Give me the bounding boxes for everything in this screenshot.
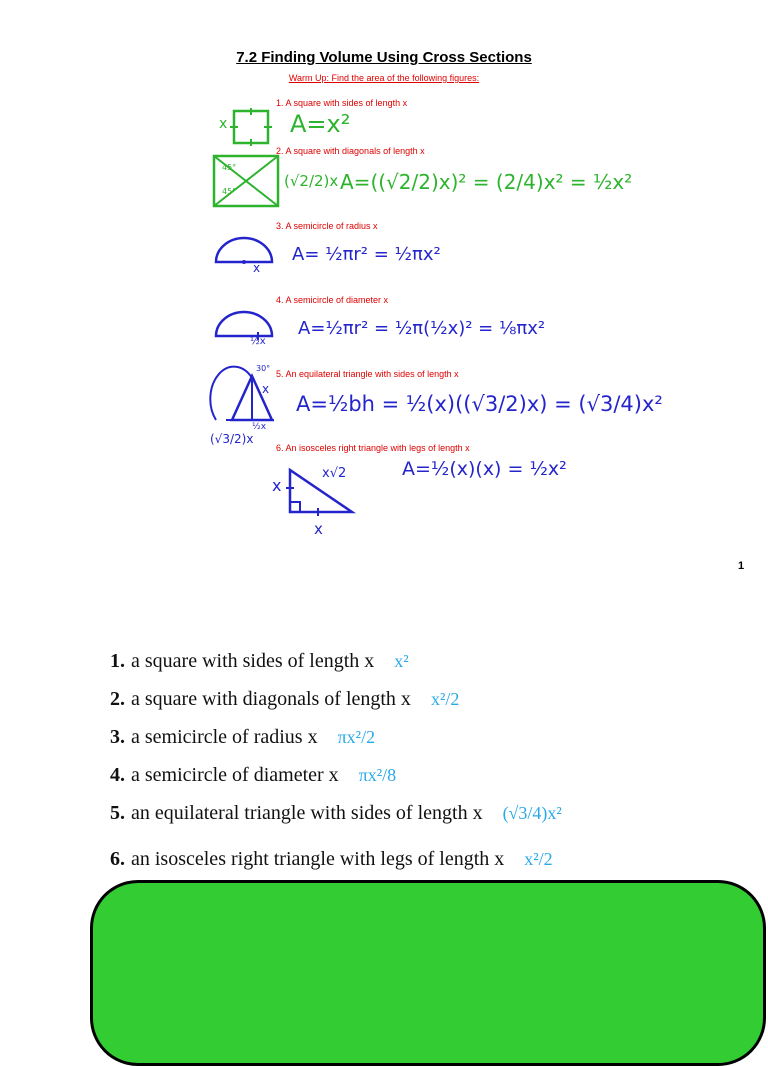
- answer-number: 2.: [110, 688, 125, 710]
- svg-text:45°: 45°: [222, 187, 237, 196]
- prompt-6: 6. An isosceles right triangle with legs of length x: [276, 443, 470, 453]
- answer-row-1: [110, 650, 409, 673]
- answer-text: a semicircle of diameter x: [131, 764, 339, 786]
- answer-value: x²/2: [524, 849, 553, 869]
- p6-leg-label: x: [272, 476, 282, 495]
- answer-row-5: [110, 802, 562, 825]
- answer-text: an isosceles right triangle with legs of length x: [131, 848, 505, 870]
- prompt-5: 5. An equilateral triangle with sides of length x: [276, 369, 459, 379]
- p6-hyp-label: x√2: [322, 466, 347, 481]
- p5-base-label: ½x: [252, 422, 267, 432]
- svg-text:45°: 45°: [222, 163, 237, 172]
- warm-up-instruction: Warm Up: Find the area of the following figures:: [288, 73, 480, 83]
- p2-answer: A=((√2/2)x)² = (2/4)x² = ½x²: [340, 170, 633, 194]
- answer-value: πx²/2: [337, 727, 376, 747]
- answer-row-6: [110, 848, 553, 871]
- p5-height-label: (√3/2)x: [210, 432, 254, 446]
- p2-side-label: (√2/2)x: [284, 172, 339, 190]
- answer-number: 1.: [110, 650, 125, 672]
- p4-label: ½x: [250, 336, 266, 347]
- p3-label: x: [253, 261, 261, 275]
- p1-answer: A=x²: [290, 110, 351, 138]
- semicircle-radius-sketch: [214, 236, 276, 268]
- p3-answer: A= ½πr² = ½πx²: [292, 244, 441, 265]
- answer-value: (√3/4)x²: [502, 803, 562, 823]
- answer-number: 4.: [110, 764, 125, 786]
- answer-number: 6.: [110, 848, 125, 870]
- answer-text: a square with sides of length x: [131, 650, 375, 672]
- answer-value: x²: [394, 651, 409, 671]
- green-rounded-box: [90, 880, 766, 1066]
- p1-side-label: x: [219, 116, 228, 132]
- diagonal-square-sketch: [212, 154, 282, 209]
- prompt-3: 3. A semicircle of radius x: [276, 221, 378, 231]
- p5-answer: A=½bh = ½(x)((√3/2)x) = (√3/4)x²: [296, 392, 663, 416]
- p6-base-label: x: [314, 520, 323, 538]
- answer-number: 5.: [110, 802, 125, 824]
- answer-text: a square with diagonals of length x: [131, 688, 411, 710]
- p5-leg-label: x: [262, 382, 270, 396]
- semicircle-diameter-sketch: [214, 310, 276, 342]
- answer-value: πx²/8: [358, 765, 397, 785]
- p5-angle-label: 30°: [256, 364, 271, 373]
- answer-number: 3.: [110, 726, 125, 748]
- p6-answer: A=½(x)(x) = ½x²: [402, 458, 567, 480]
- square-sketch: [230, 108, 275, 148]
- answer-row-3: [110, 726, 375, 749]
- equilateral-triangle-sketch: [212, 372, 277, 424]
- page-number: 1: [738, 560, 745, 572]
- answer-text: an equilateral triangle with sides of length x: [131, 802, 483, 824]
- page-title: 7.2 Finding Volume Using Cross Sections: [236, 49, 532, 66]
- answer-row-2: [110, 688, 459, 711]
- prompt-1: 1. A square with sides of length x: [276, 98, 408, 108]
- prompt-4: 4. A semicircle of diameter x: [276, 295, 389, 305]
- answer-row-4: [110, 764, 396, 787]
- answer-text: a semicircle of radius x: [131, 726, 318, 748]
- prompt-2: 2. A square with diagonals of length x: [276, 146, 425, 156]
- answer-value: x²/2: [430, 689, 460, 709]
- p4-answer: A=½πr² = ½π(½x)² = ⅛πx²: [298, 318, 546, 339]
